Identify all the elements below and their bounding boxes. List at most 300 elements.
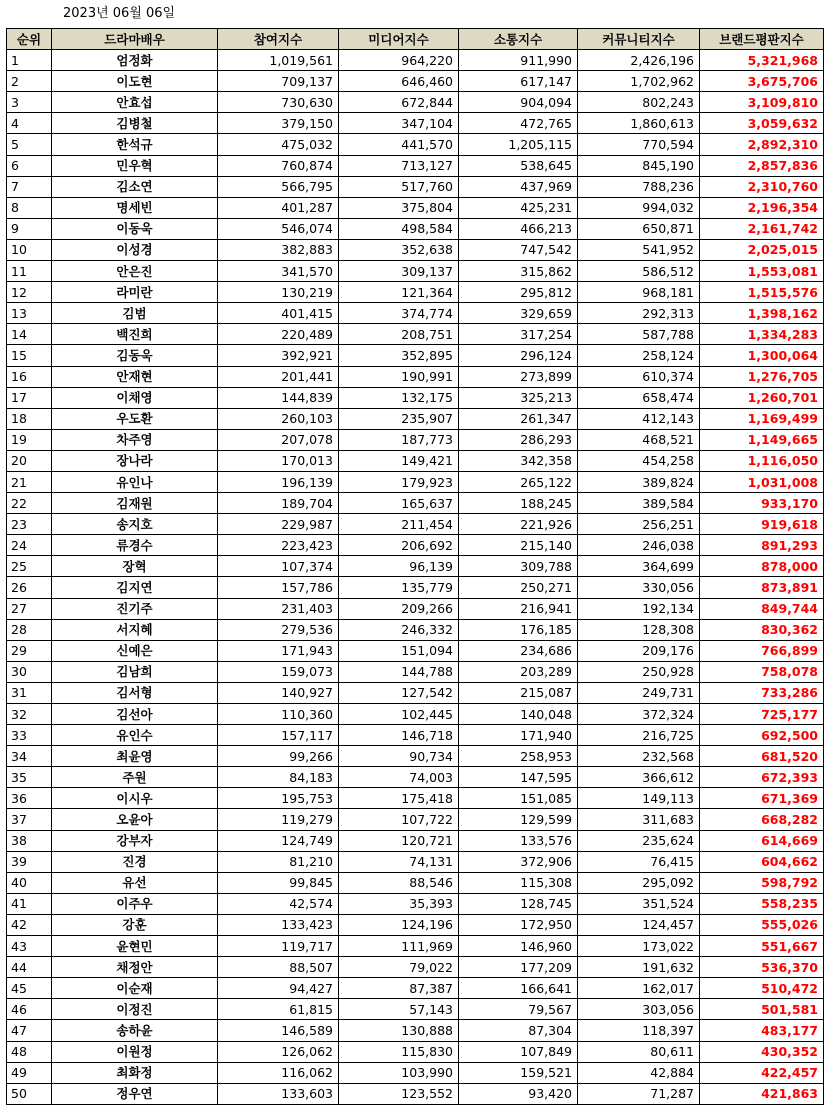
- participation-cell: 119,279: [218, 809, 339, 830]
- media-cell: 146,718: [339, 725, 459, 746]
- header-brand-reputation: 브랜드평판지수: [700, 29, 824, 50]
- table-row: [7, 936, 824, 957]
- communication-cell: 329,659: [459, 303, 578, 324]
- brand-reputation-cell: 430,352: [700, 1041, 824, 1062]
- participation-cell: 260,103: [218, 408, 339, 429]
- table-row: [7, 450, 824, 471]
- actor-name-cell: 김선아: [52, 704, 218, 725]
- participation-cell: 546,074: [218, 218, 339, 239]
- community-cell: 845,190: [578, 155, 700, 176]
- media-cell: 107,722: [339, 809, 459, 830]
- participation-cell: 116,062: [218, 1062, 339, 1083]
- community-cell: 658,474: [578, 387, 700, 408]
- rank-cell: 40: [7, 872, 52, 893]
- community-cell: 454,258: [578, 450, 700, 471]
- community-cell: 311,683: [578, 809, 700, 830]
- brand-reputation-cell: 725,177: [700, 704, 824, 725]
- rank-cell: 37: [7, 809, 52, 830]
- rank-cell: 21: [7, 471, 52, 492]
- participation-cell: 201,441: [218, 366, 339, 387]
- rank-cell: 30: [7, 661, 52, 682]
- communication-cell: 107,849: [459, 1041, 578, 1062]
- community-cell: 295,092: [578, 872, 700, 893]
- actor-name-cell: 한석규: [52, 134, 218, 155]
- rank-cell: 3: [7, 92, 52, 113]
- communication-cell: 133,576: [459, 830, 578, 851]
- participation-cell: 196,139: [218, 471, 339, 492]
- participation-cell: 133,603: [218, 1083, 339, 1104]
- participation-cell: 159,073: [218, 661, 339, 682]
- media-cell: 347,104: [339, 113, 459, 134]
- rank-cell: 18: [7, 408, 52, 429]
- participation-cell: 379,150: [218, 113, 339, 134]
- table-row: [7, 282, 824, 303]
- community-cell: 372,324: [578, 704, 700, 725]
- participation-cell: 84,183: [218, 767, 339, 788]
- table-row: [7, 661, 824, 682]
- actor-name-cell: 최화정: [52, 1062, 218, 1083]
- communication-cell: 1,205,115: [459, 134, 578, 155]
- actor-name-cell: 이시우: [52, 788, 218, 809]
- table-row: [7, 345, 824, 366]
- media-cell: 309,137: [339, 261, 459, 282]
- rank-cell: 33: [7, 725, 52, 746]
- communication-cell: 617,147: [459, 71, 578, 92]
- communication-cell: 87,304: [459, 1020, 578, 1041]
- rank-cell: 45: [7, 978, 52, 999]
- participation-cell: 279,536: [218, 619, 339, 640]
- communication-cell: 273,899: [459, 366, 578, 387]
- actor-name-cell: 주원: [52, 767, 218, 788]
- media-cell: 646,460: [339, 71, 459, 92]
- communication-cell: 176,185: [459, 619, 578, 640]
- actor-name-cell: 이순재: [52, 978, 218, 999]
- table-row: [7, 872, 824, 893]
- actor-name-cell: 김지연: [52, 577, 218, 598]
- rank-cell: 42: [7, 914, 52, 935]
- table-row: [7, 493, 824, 514]
- table-row: [7, 366, 824, 387]
- brand-reputation-cell: 933,170: [700, 493, 824, 514]
- brand-reputation-cell: 873,891: [700, 577, 824, 598]
- media-cell: 102,445: [339, 704, 459, 725]
- participation-cell: 157,117: [218, 725, 339, 746]
- brand-reputation-cell: 1,276,705: [700, 366, 824, 387]
- media-cell: 88,546: [339, 872, 459, 893]
- communication-cell: 265,122: [459, 471, 578, 492]
- brand-reputation-cell: 614,669: [700, 830, 824, 851]
- community-cell: 364,699: [578, 556, 700, 577]
- community-cell: 124,457: [578, 914, 700, 935]
- communication-cell: 177,209: [459, 957, 578, 978]
- table-row: [7, 957, 824, 978]
- participation-cell: 107,374: [218, 556, 339, 577]
- actor-name-cell: 김병철: [52, 113, 218, 134]
- community-cell: 80,611: [578, 1041, 700, 1062]
- community-cell: 209,176: [578, 640, 700, 661]
- media-cell: 374,774: [339, 303, 459, 324]
- rank-cell: 4: [7, 113, 52, 134]
- table-row: [7, 830, 824, 851]
- participation-cell: 392,921: [218, 345, 339, 366]
- media-cell: 35,393: [339, 893, 459, 914]
- brand-reputation-cell: 536,370: [700, 957, 824, 978]
- rank-cell: 20: [7, 450, 52, 471]
- participation-cell: 170,013: [218, 450, 339, 471]
- communication-cell: 234,686: [459, 640, 578, 661]
- actor-name-cell: 서지혜: [52, 619, 218, 640]
- brand-reputation-cell: 551,667: [700, 936, 824, 957]
- brand-reputation-cell: 668,282: [700, 809, 824, 830]
- communication-cell: 286,293: [459, 429, 578, 450]
- table-header-row: [7, 29, 824, 50]
- table-row: [7, 261, 824, 282]
- communication-cell: 221,926: [459, 514, 578, 535]
- media-cell: 79,022: [339, 957, 459, 978]
- communication-cell: 172,950: [459, 914, 578, 935]
- rank-cell: 1: [7, 50, 52, 71]
- community-cell: 351,524: [578, 893, 700, 914]
- rank-cell: 41: [7, 893, 52, 914]
- rank-cell: 7: [7, 176, 52, 197]
- rank-cell: 5: [7, 134, 52, 155]
- brand-reputation-cell: 5,321,968: [700, 50, 824, 71]
- media-cell: 352,895: [339, 345, 459, 366]
- rank-cell: 48: [7, 1041, 52, 1062]
- community-cell: 250,928: [578, 661, 700, 682]
- community-cell: 71,287: [578, 1083, 700, 1104]
- media-cell: 441,570: [339, 134, 459, 155]
- media-cell: 103,990: [339, 1062, 459, 1083]
- actor-name-cell: 우도환: [52, 408, 218, 429]
- participation-cell: 124,749: [218, 830, 339, 851]
- brand-reputation-cell: 1,169,499: [700, 408, 824, 429]
- actor-name-cell: 이성경: [52, 239, 218, 260]
- table-row: [7, 471, 824, 492]
- brand-reputation-cell: 1,300,064: [700, 345, 824, 366]
- media-cell: 130,888: [339, 1020, 459, 1041]
- community-cell: 1,860,613: [578, 113, 700, 134]
- rank-cell: 34: [7, 746, 52, 767]
- communication-cell: 166,641: [459, 978, 578, 999]
- media-cell: 96,139: [339, 556, 459, 577]
- actor-name-cell: 안은진: [52, 261, 218, 282]
- actor-name-cell: 엄정화: [52, 50, 218, 71]
- community-cell: 256,251: [578, 514, 700, 535]
- rank-cell: 23: [7, 514, 52, 535]
- table-row: [7, 893, 824, 914]
- actor-name-cell: 백진희: [52, 324, 218, 345]
- community-cell: 788,236: [578, 176, 700, 197]
- rank-cell: 12: [7, 282, 52, 303]
- brand-reputation-cell: 3,675,706: [700, 71, 824, 92]
- rank-cell: 16: [7, 366, 52, 387]
- brand-reputation-cell: 2,025,015: [700, 239, 824, 260]
- community-cell: 76,415: [578, 851, 700, 872]
- table-row: [7, 746, 824, 767]
- rank-cell: 43: [7, 936, 52, 957]
- rank-cell: 50: [7, 1083, 52, 1104]
- media-cell: 517,760: [339, 176, 459, 197]
- communication-cell: 472,765: [459, 113, 578, 134]
- table-row: [7, 1041, 824, 1062]
- actor-name-cell: 오윤아: [52, 809, 218, 830]
- community-cell: 235,624: [578, 830, 700, 851]
- communication-cell: 342,358: [459, 450, 578, 471]
- rank-cell: 8: [7, 197, 52, 218]
- rank-cell: 31: [7, 682, 52, 703]
- brand-reputation-cell: 891,293: [700, 535, 824, 556]
- participation-cell: 144,839: [218, 387, 339, 408]
- actor-name-cell: 윤현민: [52, 936, 218, 957]
- participation-cell: 401,415: [218, 303, 339, 324]
- brand-reputation-cell: 2,161,742: [700, 218, 824, 239]
- header-participation: 참여지수: [218, 29, 339, 50]
- participation-cell: 88,507: [218, 957, 339, 978]
- brand-reputation-cell: 422,457: [700, 1062, 824, 1083]
- participation-cell: 81,210: [218, 851, 339, 872]
- participation-cell: 140,927: [218, 682, 339, 703]
- brand-reputation-cell: 849,744: [700, 598, 824, 619]
- table-row: [7, 387, 824, 408]
- table-row: [7, 598, 824, 619]
- participation-cell: 42,574: [218, 893, 339, 914]
- media-cell: 115,830: [339, 1041, 459, 1062]
- brand-reputation-cell: 3,109,810: [700, 92, 824, 113]
- rank-cell: 26: [7, 577, 52, 598]
- communication-cell: 904,094: [459, 92, 578, 113]
- communication-cell: 151,085: [459, 788, 578, 809]
- actor-name-cell: 이동욱: [52, 218, 218, 239]
- rank-cell: 47: [7, 1020, 52, 1041]
- header-communication: 소통지수: [459, 29, 578, 50]
- media-cell: 672,844: [339, 92, 459, 113]
- community-cell: 173,022: [578, 936, 700, 957]
- community-cell: 330,056: [578, 577, 700, 598]
- community-cell: 770,594: [578, 134, 700, 155]
- actor-name-cell: 최윤영: [52, 746, 218, 767]
- media-cell: 111,969: [339, 936, 459, 957]
- participation-cell: 760,874: [218, 155, 339, 176]
- community-cell: 246,038: [578, 535, 700, 556]
- communication-cell: 747,542: [459, 239, 578, 260]
- communication-cell: 147,595: [459, 767, 578, 788]
- media-cell: 190,991: [339, 366, 459, 387]
- brand-reputation-cell: 671,369: [700, 788, 824, 809]
- table-row: [7, 92, 824, 113]
- participation-cell: 475,032: [218, 134, 339, 155]
- brand-reputation-cell: 733,286: [700, 682, 824, 703]
- media-cell: 127,542: [339, 682, 459, 703]
- table-row: [7, 176, 824, 197]
- communication-cell: 93,420: [459, 1083, 578, 1104]
- rank-cell: 38: [7, 830, 52, 851]
- table-row: [7, 134, 824, 155]
- communication-cell: 128,745: [459, 893, 578, 914]
- media-cell: 121,364: [339, 282, 459, 303]
- rank-cell: 15: [7, 345, 52, 366]
- media-cell: 120,721: [339, 830, 459, 851]
- media-cell: 211,454: [339, 514, 459, 535]
- actor-name-cell: 김소연: [52, 176, 218, 197]
- community-cell: 292,313: [578, 303, 700, 324]
- participation-cell: 709,137: [218, 71, 339, 92]
- brand-reputation-cell: 1,260,701: [700, 387, 824, 408]
- table-row: [7, 788, 824, 809]
- community-cell: 389,824: [578, 471, 700, 492]
- actor-name-cell: 김남희: [52, 661, 218, 682]
- brand-reputation-cell: 604,662: [700, 851, 824, 872]
- brand-reputation-cell: 2,196,354: [700, 197, 824, 218]
- actor-name-cell: 류경수: [52, 535, 218, 556]
- brand-reputation-cell: 421,863: [700, 1083, 824, 1104]
- header-rank: 순위: [7, 29, 52, 50]
- community-cell: 232,568: [578, 746, 700, 767]
- table-row: [7, 809, 824, 830]
- media-cell: 90,734: [339, 746, 459, 767]
- rank-cell: 19: [7, 429, 52, 450]
- rank-cell: 11: [7, 261, 52, 282]
- communication-cell: 171,940: [459, 725, 578, 746]
- actor-name-cell: 이원정: [52, 1041, 218, 1062]
- table-row: [7, 218, 824, 239]
- brand-reputation-cell: 692,500: [700, 725, 824, 746]
- media-cell: 135,779: [339, 577, 459, 598]
- community-cell: 303,056: [578, 999, 700, 1020]
- brand-reputation-cell: 1,149,665: [700, 429, 824, 450]
- rank-cell: 25: [7, 556, 52, 577]
- rank-cell: 28: [7, 619, 52, 640]
- brand-reputation-cell: 501,581: [700, 999, 824, 1020]
- table-row: [7, 577, 824, 598]
- rank-cell: 35: [7, 767, 52, 788]
- table-row: [7, 767, 824, 788]
- table-row: [7, 999, 824, 1020]
- actor-name-cell: 진기주: [52, 598, 218, 619]
- media-cell: 144,788: [339, 661, 459, 682]
- brand-reputation-cell: 2,310,760: [700, 176, 824, 197]
- community-cell: 541,952: [578, 239, 700, 260]
- table-row: [7, 640, 824, 661]
- communication-cell: 159,521: [459, 1062, 578, 1083]
- participation-cell: 730,630: [218, 92, 339, 113]
- participation-cell: 341,570: [218, 261, 339, 282]
- actor-name-cell: 유인수: [52, 725, 218, 746]
- media-cell: 187,773: [339, 429, 459, 450]
- communication-cell: 258,953: [459, 746, 578, 767]
- rank-cell: 32: [7, 704, 52, 725]
- community-cell: 149,113: [578, 788, 700, 809]
- header-actor: 드라마배우: [52, 29, 218, 50]
- community-cell: 42,884: [578, 1062, 700, 1083]
- communication-cell: 296,124: [459, 345, 578, 366]
- community-cell: 2,426,196: [578, 50, 700, 71]
- table-row: [7, 978, 824, 999]
- communication-cell: 372,906: [459, 851, 578, 872]
- table-row: [7, 429, 824, 450]
- community-cell: 994,032: [578, 197, 700, 218]
- participation-cell: 130,219: [218, 282, 339, 303]
- actor-name-cell: 김범: [52, 303, 218, 324]
- media-cell: 74,131: [339, 851, 459, 872]
- brand-reputation-cell: 3,059,632: [700, 113, 824, 134]
- media-cell: 149,421: [339, 450, 459, 471]
- communication-cell: 425,231: [459, 197, 578, 218]
- actor-name-cell: 장혁: [52, 556, 218, 577]
- community-cell: 249,731: [578, 682, 700, 703]
- media-cell: 179,923: [339, 471, 459, 492]
- communication-cell: 315,862: [459, 261, 578, 282]
- participation-cell: 61,815: [218, 999, 339, 1020]
- brand-reputation-cell: 1,031,008: [700, 471, 824, 492]
- communication-cell: 317,254: [459, 324, 578, 345]
- community-cell: 650,871: [578, 218, 700, 239]
- communication-cell: 79,567: [459, 999, 578, 1020]
- participation-cell: 566,795: [218, 176, 339, 197]
- actor-name-cell: 안효섭: [52, 92, 218, 113]
- communication-cell: 295,812: [459, 282, 578, 303]
- media-cell: 209,266: [339, 598, 459, 619]
- participation-cell: 401,287: [218, 197, 339, 218]
- rank-cell: 14: [7, 324, 52, 345]
- communication-cell: 309,788: [459, 556, 578, 577]
- brand-reputation-cell: 483,177: [700, 1020, 824, 1041]
- communication-cell: 437,969: [459, 176, 578, 197]
- brand-reputation-cell: 758,078: [700, 661, 824, 682]
- community-cell: 412,143: [578, 408, 700, 429]
- brand-reputation-cell: 681,520: [700, 746, 824, 767]
- table-row: [7, 408, 824, 429]
- communication-cell: 188,245: [459, 493, 578, 514]
- rank-cell: 24: [7, 535, 52, 556]
- communication-cell: 538,645: [459, 155, 578, 176]
- actor-name-cell: 이주우: [52, 893, 218, 914]
- media-cell: 175,418: [339, 788, 459, 809]
- brand-reputation-cell: 878,000: [700, 556, 824, 577]
- actor-name-cell: 송지호: [52, 514, 218, 535]
- community-cell: 586,512: [578, 261, 700, 282]
- table-row: [7, 197, 824, 218]
- rank-cell: 44: [7, 957, 52, 978]
- participation-cell: 1,019,561: [218, 50, 339, 71]
- rank-cell: 36: [7, 788, 52, 809]
- brand-reputation-cell: 1,553,081: [700, 261, 824, 282]
- rank-cell: 22: [7, 493, 52, 514]
- media-cell: 57,143: [339, 999, 459, 1020]
- rank-cell: 10: [7, 239, 52, 260]
- media-cell: 375,804: [339, 197, 459, 218]
- community-cell: 1,702,962: [578, 71, 700, 92]
- participation-cell: 207,078: [218, 429, 339, 450]
- actor-name-cell: 이정진: [52, 999, 218, 1020]
- actor-name-cell: 강부자: [52, 830, 218, 851]
- media-cell: 208,751: [339, 324, 459, 345]
- participation-cell: 195,753: [218, 788, 339, 809]
- table-row: [7, 50, 824, 71]
- media-cell: 206,692: [339, 535, 459, 556]
- table-row: [7, 914, 824, 935]
- brand-reputation-cell: 919,618: [700, 514, 824, 535]
- media-cell: 123,552: [339, 1083, 459, 1104]
- media-cell: 74,003: [339, 767, 459, 788]
- community-cell: 162,017: [578, 978, 700, 999]
- rank-cell: 49: [7, 1062, 52, 1083]
- participation-cell: 99,266: [218, 746, 339, 767]
- community-cell: 192,134: [578, 598, 700, 619]
- table-row: [7, 303, 824, 324]
- rank-cell: 46: [7, 999, 52, 1020]
- actor-name-cell: 이채영: [52, 387, 218, 408]
